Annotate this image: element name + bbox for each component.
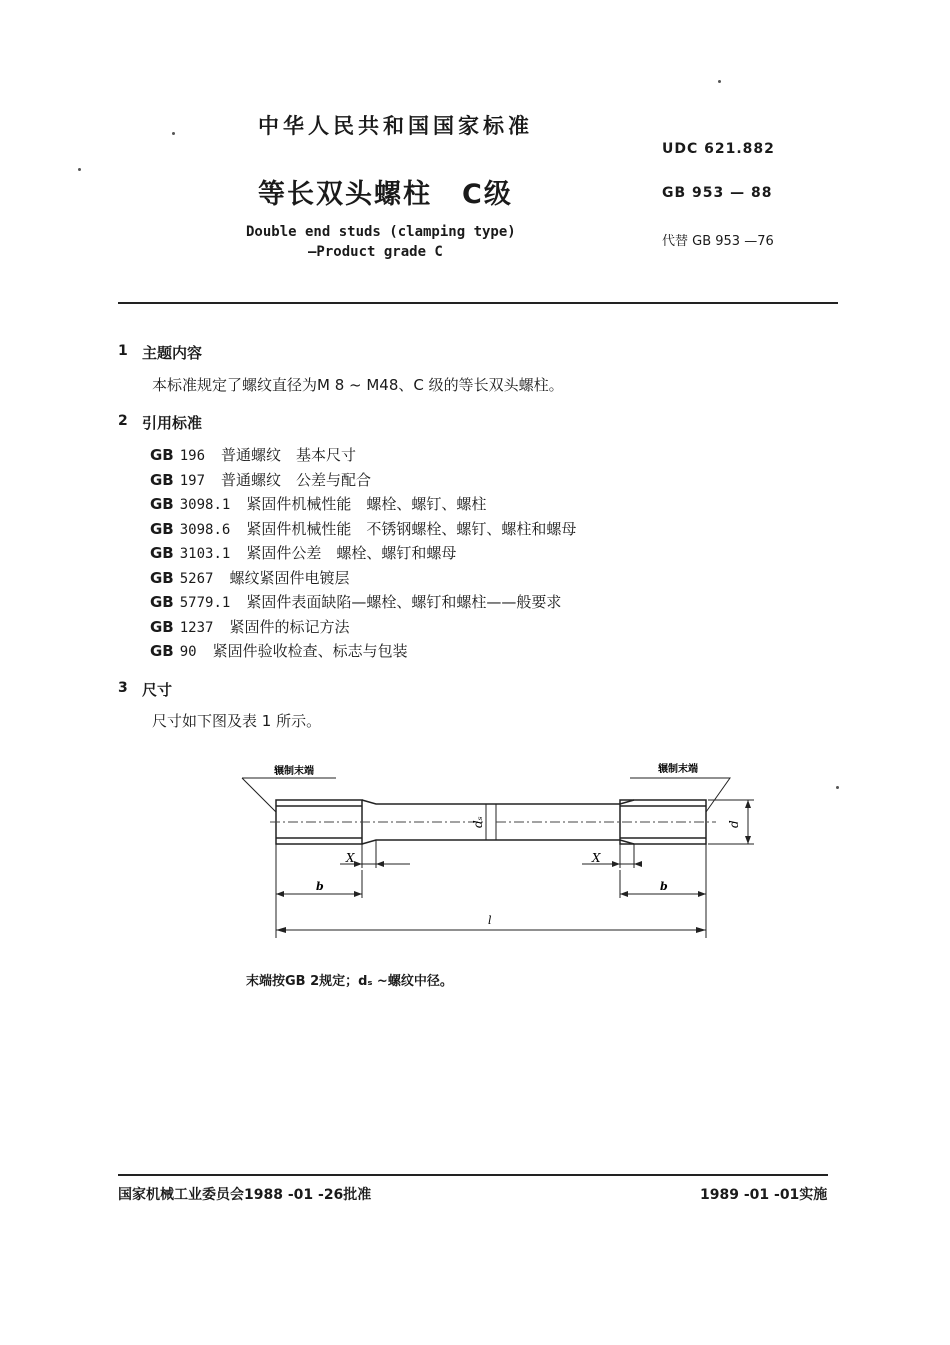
ref-number: 3098.6	[179, 521, 231, 538]
ref-code: GB	[150, 519, 174, 538]
section-1-text: 本标准规定了螺纹直径为M 8 ~ M48、C 级的等长双头螺柱。	[152, 376, 564, 394]
ref-name: 紧固件表面缺陷—螺栓、螺钉和螺柱——般要求	[246, 593, 562, 611]
reference-item	[150, 640, 576, 665]
reference-item	[150, 469, 576, 494]
ref-code: GB	[150, 617, 174, 636]
ref-name: 普通螺纹 公差与配合	[221, 470, 372, 489]
ref-name: 螺纹紧固件电镀层	[229, 568, 350, 587]
document-title-cn	[258, 172, 513, 211]
scan-speck	[172, 132, 175, 135]
dim-x-right-label: X	[592, 851, 601, 865]
ref-code: GB	[150, 593, 174, 611]
ref-code: GB	[150, 495, 174, 513]
section-3-number: 3	[118, 680, 128, 696]
ref-name: 紧固件的标记方法	[229, 617, 350, 636]
section-2-number: 2	[118, 413, 128, 429]
ref-code: GB	[150, 446, 174, 464]
ref-name: 紧固件验收检查、标志与包装	[212, 642, 408, 660]
ref-name: 普通螺纹 基本尺寸	[221, 446, 357, 464]
section-2-title: 引用标准	[142, 414, 203, 432]
effective-date: 1989 -01 -01实施	[700, 1187, 828, 1203]
ref-number: 196	[179, 448, 206, 464]
reference-item	[150, 616, 576, 641]
right-end-leader	[630, 778, 730, 812]
udc-code: UDC 621.882	[662, 141, 775, 157]
title-en-line1: Double end studs (clamping type)	[246, 224, 516, 240]
footer-divider	[118, 1174, 828, 1176]
figure-caption: 末端按GB 2规定；dₛ ~螺纹中径。	[246, 974, 453, 989]
left-end-label: 辗制末端	[274, 766, 314, 777]
left-end-leader	[242, 778, 336, 812]
ref-code: GB	[150, 642, 174, 660]
reference-list	[150, 444, 576, 665]
ref-number: 5267	[179, 570, 214, 587]
dim-l-label: l	[488, 914, 492, 927]
reference-item	[150, 591, 576, 616]
ref-code: GB	[150, 544, 174, 562]
section-3-title: 尺寸	[142, 681, 173, 699]
ref-number: 3098.1	[179, 497, 231, 513]
ref-number: 3103.1	[179, 546, 231, 562]
section-1-number: 1	[118, 343, 128, 359]
reference-item	[150, 493, 576, 518]
title-grade: C级	[462, 179, 513, 210]
reference-item	[150, 444, 576, 469]
dim-b-left-label: b	[316, 880, 324, 893]
title-en-line2: —Product grade C	[308, 244, 443, 260]
dim-x-left-label: X	[346, 851, 355, 865]
reference-item	[150, 518, 576, 543]
ref-code: GB	[150, 568, 174, 587]
scan-speck	[836, 786, 839, 789]
section-3-text: 尺寸如下图及表 1 所示。	[152, 712, 322, 730]
header-divider	[118, 302, 838, 304]
shank-top-edge	[362, 800, 634, 804]
shank-bottom-edge	[362, 840, 634, 844]
title-cn-text: 等长双头螺柱	[258, 179, 432, 210]
reference-item	[150, 542, 576, 567]
stud-drawing	[230, 752, 790, 952]
ref-number: 5779.1	[179, 595, 231, 611]
ref-name: 紧固件机械性能 不锈钢螺栓、螺钉、螺柱和螺母	[246, 519, 577, 538]
ref-number: 1237	[179, 619, 214, 636]
ref-name: 紧固件公差 螺栓、螺钉和螺母	[246, 544, 457, 562]
scan-speck	[78, 168, 81, 171]
section-1-title: 主题内容	[142, 344, 203, 362]
approval-note: 国家机械工业委员会1988 -01 -26批准	[118, 1187, 372, 1203]
ref-name: 紧固件机械性能 螺栓、螺钉、螺柱	[246, 495, 487, 513]
document-title-en	[246, 222, 516, 262]
replaces-note: 代替 GB 953 —76	[662, 234, 774, 249]
ref-number: 197	[179, 472, 206, 489]
right-end-label: 辗制末端	[658, 764, 698, 775]
scan-speck	[718, 80, 721, 83]
gb-number: GB 953 — 88	[662, 185, 773, 201]
ref-code: GB	[150, 470, 174, 489]
country-standard-heading: 中华人民共和国国家标准	[258, 114, 533, 138]
dim-ds-label: dₛ	[471, 816, 485, 828]
ref-number: 90	[179, 644, 197, 660]
dim-b-right-label: b	[660, 880, 668, 893]
dim-d-label: d	[727, 820, 741, 828]
reference-item	[150, 567, 576, 592]
